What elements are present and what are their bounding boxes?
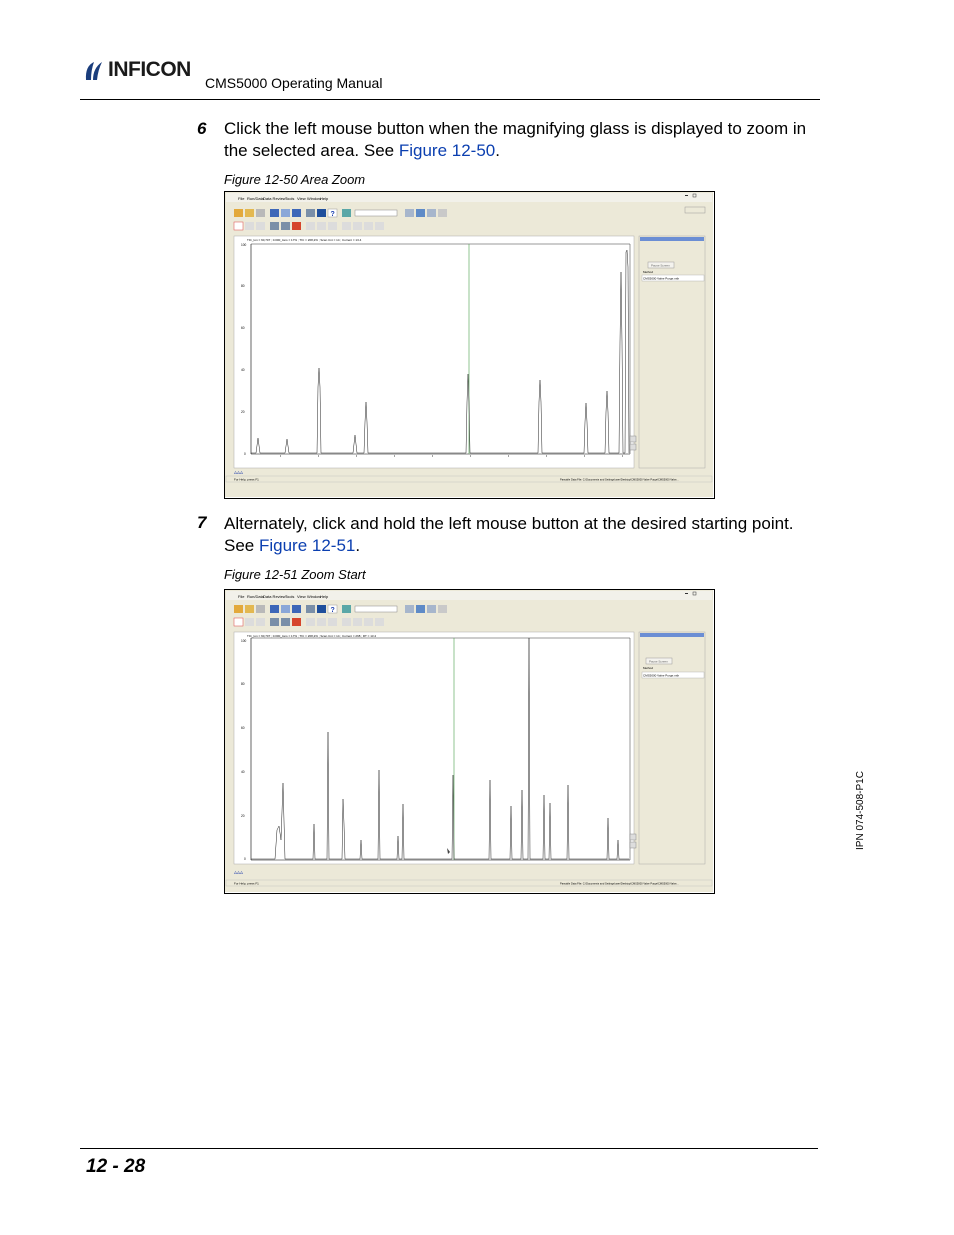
figure-caption: Figure 12-50 Area Zoom bbox=[224, 172, 366, 187]
menu-item-help: Help bbox=[320, 196, 329, 201]
software-window bbox=[225, 590, 713, 892]
figure-link[interactable]: Figure 12-50 bbox=[398, 141, 496, 160]
menu-item-tools: Tools bbox=[285, 594, 295, 599]
figure-screenshot bbox=[224, 589, 715, 894]
footer-rule bbox=[80, 1148, 818, 1149]
inficon-logo bbox=[82, 58, 191, 82]
inficon-logo-icon bbox=[82, 58, 106, 82]
svg-text:100: 100 bbox=[241, 639, 247, 643]
svg-text:▵▵▵: ▵▵▵ bbox=[234, 470, 244, 476]
svg-text:40: 40 bbox=[241, 770, 245, 774]
svg-text:▵▵▵: ▵▵▵ bbox=[234, 870, 244, 876]
menu-item-file: File bbox=[238, 594, 245, 599]
menu-bar bbox=[238, 196, 329, 201]
figure-link[interactable]: Figure 12-51 bbox=[258, 536, 356, 555]
manual-title: CMS5000 Operating Manual bbox=[205, 75, 383, 91]
method-label: Method bbox=[643, 270, 654, 274]
menu-item-data-review: Data Review bbox=[263, 196, 286, 201]
step-text bbox=[224, 118, 824, 162]
menu-item-window: Window bbox=[307, 594, 322, 599]
pause-screen-button: Pause Screen bbox=[649, 659, 668, 664]
method-item: CMS5000 Valve Purge.mth bbox=[643, 276, 680, 281]
menu-item-data-review: Data Review bbox=[263, 594, 286, 599]
svg-text:0: 0 bbox=[244, 452, 246, 456]
figure-caption: Figure 12-51 Zoom Start bbox=[224, 567, 366, 582]
status-right: Parsable Data File: C:\Documents and Settings\user\Desktop\CMS5000 Valve Purge\CMS5000 Valve... bbox=[560, 882, 679, 886]
menu-item-view: View bbox=[297, 594, 306, 599]
pause-screen-button: Pause Screen bbox=[651, 263, 670, 268]
toolbar-row-2 bbox=[234, 222, 384, 230]
software-window bbox=[225, 192, 713, 497]
svg-text:20: 20 bbox=[241, 814, 245, 818]
svg-text:40: 40 bbox=[241, 368, 245, 372]
page-number: 12 - 28 bbox=[86, 1156, 146, 1177]
svg-text:?: ? bbox=[330, 607, 335, 614]
svg-text:80: 80 bbox=[241, 284, 245, 288]
svg-text:60: 60 bbox=[241, 326, 245, 330]
svg-text:20: 20 bbox=[241, 410, 245, 414]
menu-bar bbox=[238, 594, 329, 599]
menu-item-run: Run/Data bbox=[247, 196, 264, 201]
status-left: For Help, press F1 bbox=[234, 477, 259, 482]
method-item: CMS5000 Valve Purge.mth bbox=[643, 673, 680, 678]
menu-item-view: View bbox=[297, 196, 306, 201]
svg-text:100: 100 bbox=[241, 243, 247, 247]
step-text-body: Alternately, click and hold the left mouse button at the desired starting point. See bbox=[224, 514, 794, 555]
svg-text:TIC_Ion = 60,707 ; 0.000_Ions: TIC_Ion = 60,707 ; 0.000_Ions = 17% ; TIC = 268,2% ; Scan Cnt = 14 ; Current = 268 ; RT = 13.4 bbox=[247, 634, 377, 638]
step-text-end: . bbox=[495, 141, 500, 160]
step-text-body: Click the left mouse button when the magnifying glass is displayed to zoom in the selected area. See bbox=[224, 119, 807, 160]
menu-item-window: Window bbox=[307, 196, 322, 201]
step-text-end: . bbox=[355, 536, 361, 555]
status-right: Parsable Data File: C:\Documents and Settings\user\Desktop\CMS5000 Valve Purge\CMS5000 Valve... bbox=[560, 478, 679, 482]
step-text bbox=[224, 513, 824, 557]
status-left: For Help, press F1 bbox=[234, 881, 259, 886]
svg-text:?: ? bbox=[330, 211, 335, 218]
method-label: Method bbox=[643, 666, 654, 670]
svg-text:0: 0 bbox=[244, 857, 246, 861]
menu-item-tools: Tools bbox=[285, 196, 295, 201]
figure-screenshot bbox=[224, 191, 715, 499]
step-number: 6 bbox=[197, 119, 207, 138]
step-number: 7 bbox=[197, 513, 207, 532]
menu-item-run: Run/Data bbox=[247, 594, 264, 599]
logo-text: INFICON bbox=[108, 58, 191, 81]
svg-text:80: 80 bbox=[241, 682, 245, 686]
ipn-label: IPN 074-508-P1C bbox=[855, 771, 866, 850]
toolbar-row-2 bbox=[234, 618, 384, 626]
menu-item-help: Help bbox=[320, 594, 329, 599]
svg-text:60: 60 bbox=[241, 726, 245, 730]
menu-item-file: File bbox=[238, 196, 245, 201]
header-rule bbox=[80, 99, 820, 100]
svg-text:TIC_Ion = 60,707 ; 0.000_Ions: TIC_Ion = 60,707 ; 0.000_Ions = 17% ; TIC = 268,2% ; Scan Cnt = 14 ; Current = 13.4 bbox=[247, 238, 362, 242]
